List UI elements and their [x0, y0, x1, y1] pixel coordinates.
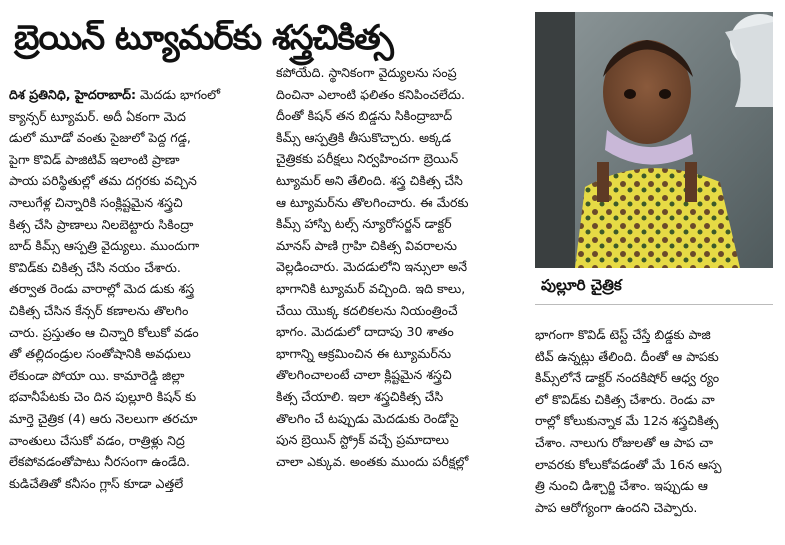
text-line: లో కొవిడ్‌కు చికిత్స చేశారు. రెండు వా: [535, 391, 715, 407]
photo-caption: పుల్లూరి చైత్రిక: [541, 276, 622, 294]
text-line: లావరకు కోలుకోవడంతో మే 16న ఆస్ప: [535, 456, 722, 472]
text-line: మానస్ పాణి గ్రాహి చికిత్స వివరాలను: [276, 237, 457, 253]
text-line: కుడిచేతితో కనీసం గ్లాస్ కూడా ఎత్తలే: [9, 475, 184, 491]
text-line: చికిత్స చేసిన కేన్సర్ కణాలను తొలగిం: [9, 302, 189, 318]
text-line: టివ్ ఉన్నట్లు తేలింది. దీంతో ఆ పాపకు: [535, 348, 719, 364]
text-line: పాప ఆరోగ్యంగా ఉందని చెప్పారు.: [535, 499, 698, 515]
text-line: లేకుండా పోయా యి. కామారెడ్డి జిల్లా: [9, 367, 185, 383]
text-line: కొవిడ్‌కు చికిత్స చేసి నయం చేశారు.: [9, 259, 181, 275]
text-line: పాయ పరిస్థితుల్లో తమ దగ్గరకు వచ్చిన: [9, 173, 197, 189]
text-line: దించినా ఎలాంటి ఫలితం కనిపించలేదు.: [276, 86, 466, 102]
text-line: డులో మూడో వంతు సైజులో పెద్ద గడ్డ,: [9, 130, 191, 146]
text-line: తో తల్లిదండ్రుల సంతోషానికి అవధులు: [9, 346, 191, 362]
text-line: కపోయేది. స్థానికంగా వైద్యులను సంప్ర: [276, 65, 457, 80]
article-column-3: [535, 324, 775, 518]
divider: [535, 304, 773, 305]
headline: బ్రెయిన్ ట్యూమర్‌కు శస్త్రచికిత్స: [14, 18, 393, 58]
text-line: తొలగించాలంటే చాలా క్లిష్టమైన శస్త్రచి: [276, 367, 452, 383]
text-line: త్రి నుంచి డిశ్చార్జి చేశాం. ఇప్పుడు ఆ: [535, 478, 708, 494]
text-line: మార్తె చైత్రిక (4) ఆరు నెలలుగా తరచూ: [9, 410, 198, 426]
text-line: చేయి యొక్క కదలికలను నియంత్రించే: [276, 302, 458, 318]
text-line: భాగానికి ట్యూమర్ వచ్చింది. ఇది కాలు,: [276, 280, 466, 296]
child-photo: [535, 12, 773, 268]
text-line: కిమ్స్‌లోనే డాక్టర్ నందకిషోర్ ఆధ్వ ర్యం: [535, 370, 720, 386]
text-line: నాలుగేళ్ల చిన్నారికి సంక్లిష్టమైన శస్త్రచి: [9, 194, 183, 210]
text-line: పున బ్రెయిన్ స్ట్రోక్ వచ్చే ప్రమాదాలు: [276, 432, 449, 448]
text-line: భాగం. మెదడులో దాదాపు 30 శాతం: [276, 324, 454, 340]
text-line: వెల్లడించారు. మెదడులోని ఇన్సులా అనే: [276, 259, 468, 275]
text-line: క్యాన్సర్ ట్యూమర్. అదీ ఏకంగా మెద: [9, 108, 186, 124]
text-line: భవానీపేటకు చెం దిన పుల్లూరి కిషన్ కు: [9, 389, 197, 405]
article-column-1: [9, 84, 263, 494]
text-line: రాల్లో కోలుకున్నాక మే 12న శస్త్రచికిత్స: [535, 413, 719, 429]
text-line: తొలగిం చే టప్పుడు మెదడుకు రెండోసై: [276, 410, 459, 426]
dateline: దిశ ప్రతినిధి, హైదరాబాద్:: [9, 87, 137, 102]
text-line: వాంతులు చేసుకో వడం, రాత్రిళ్లు నిద్ర: [9, 432, 185, 448]
text-line: చేశాం. నాలుగు రోజులతో ఆ పాప చా: [535, 434, 714, 450]
text-line: తర్వాత రెండు వారాల్లో మెద డుకు శస్త్ర: [9, 281, 195, 297]
text-line: ఆ ట్యూమర్‌ను తొలగించారు. ఈ మేరకు: [276, 194, 469, 210]
text-line: లేకపోవడంతోపాటు నీరసంగా ఉండేది.: [9, 454, 191, 470]
text-line: దీంతో కిషన్ తన బిడ్డను సికింద్రాబాద్: [276, 108, 453, 124]
text-line: కిమ్స్ ఆస్పత్రికి తీసుకొచ్చారు. అక్కడ: [276, 129, 452, 145]
text-line: కిత్స చేసి ప్రాణాలు నిలబెట్టారు సికింద్రా: [9, 216, 194, 232]
text-line: చారు. ప్రస్తుతం ఆ చిన్నారి కోలుకో వడం: [9, 324, 199, 340]
text-line: బాద్ కిమ్స్ ఆస్పత్రి వైద్యులు. ముందుగా: [9, 238, 200, 254]
text-line: ట్యూమర్ అని తేలింది. శస్త్ర చికిత్స చేసి: [276, 172, 463, 188]
text-line: కిమ్స్ హాస్పి టల్స్ న్యూరోసర్జన్ డాక్టర్: [276, 216, 452, 232]
text-line: భాగంగా కొవిడ్ టెస్ట్ చేస్తే బిడ్డకు పాజి: [535, 327, 711, 342]
text-line: పైగా కొవిడ్ పాజిటివ్ ఇలాంటి ప్రాణా: [9, 151, 180, 167]
text-line: కిత్స చేయాలి. ఇలా శస్త్రచికిత్స చేసి: [276, 388, 444, 404]
text-line: చాలా ఎక్కువ. అంతకు ముందు పరీక్షల్లో: [276, 453, 469, 469]
article-column-2: [276, 62, 522, 472]
text-line: దిశ ప్రతినిధి, హైదరాబాద్: మెదడు భాగంలో: [9, 87, 221, 102]
text-line: చైత్రికకు పరీక్షలు నిర్వహించగా బ్రెయిన్: [276, 151, 459, 167]
text-line: భాగాన్ని ఆక్రమించిన ఈ ట్యూమర్‌ను: [276, 345, 452, 361]
